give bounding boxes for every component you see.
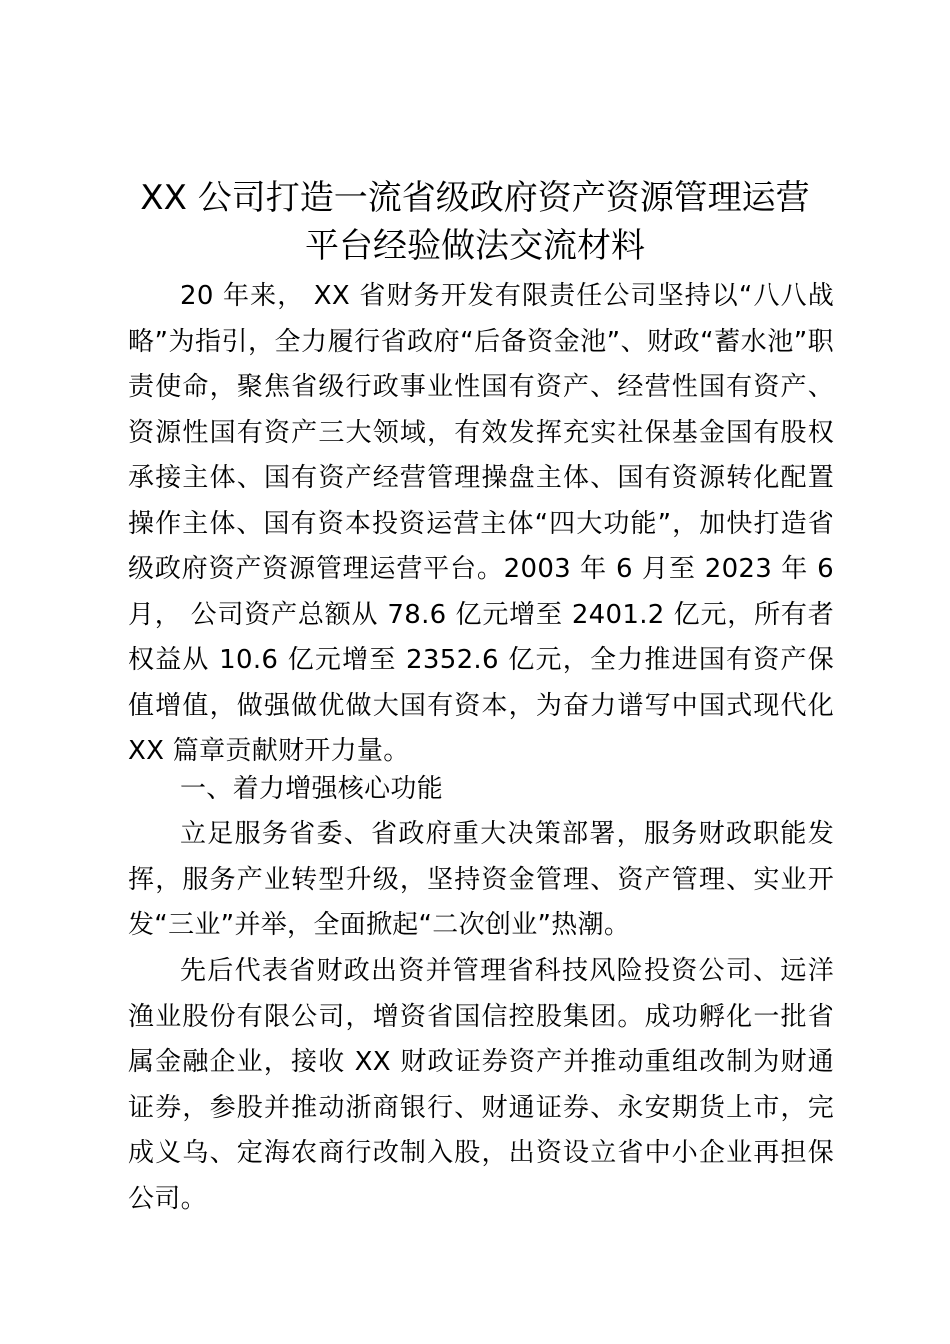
body-paragraph: 先后代表省财政出资并管理省科技风险投资公司、远洋渔业股份有限公司，增资省国信控股集团。成功孵化一批省属金融企业，接收 XX 财政证券资产并推动重组改制为财通证券，参股并推动浙商银行、财通证券、永安期货上市，完成义乌、定海农商行改制入股，出资设立省中小企业再担保公司。 xyxy=(128,956,834,1214)
section-heading: 一、着力增强核心功能 xyxy=(180,774,444,804)
intro-paragraph: 20 年来， XX 省财务开发有限责任公司坚持以“八八战略”为指引，全力履行省政府“后备资金池”、财政“蓄水池”职责使命，聚焦省级行政事业性国有资产、经营性国有资产、资源性国有资产三大领域，有效发挥充实社保基金国有股权承接主体、国有资产经营管理操盘主体、国有资源转化配置操作主体、国有资本投资运营主体“四大功能”，加快打造省级政府资产资源管理运营平台。2003 年 6 月至 2023 年 6 月， 公司资产总额从 78.6 亿元增至 2401.2 亿元，所有者权益从 10.6 亿元增至 2352.6 亿元，全力推进国有资产保值增值，做强做优做大国有资本，为奋力谱写中国式现代化 XX 篇章贡献财开力量。 xyxy=(128,281,834,766)
document-title-line-2: 平台经验做法交流材料 xyxy=(305,226,645,266)
document-title-line-1: XX 公司打造一流省级政府资产资源管理运营 xyxy=(140,178,810,218)
body-paragraph: 立足服务省委、省政府重大决策部署，服务财政职能发挥，服务产业转型升级，坚持资金管理、资产管理、实业开发“三业”并举，全面掀起“二次创业”热潮。 xyxy=(128,819,834,940)
